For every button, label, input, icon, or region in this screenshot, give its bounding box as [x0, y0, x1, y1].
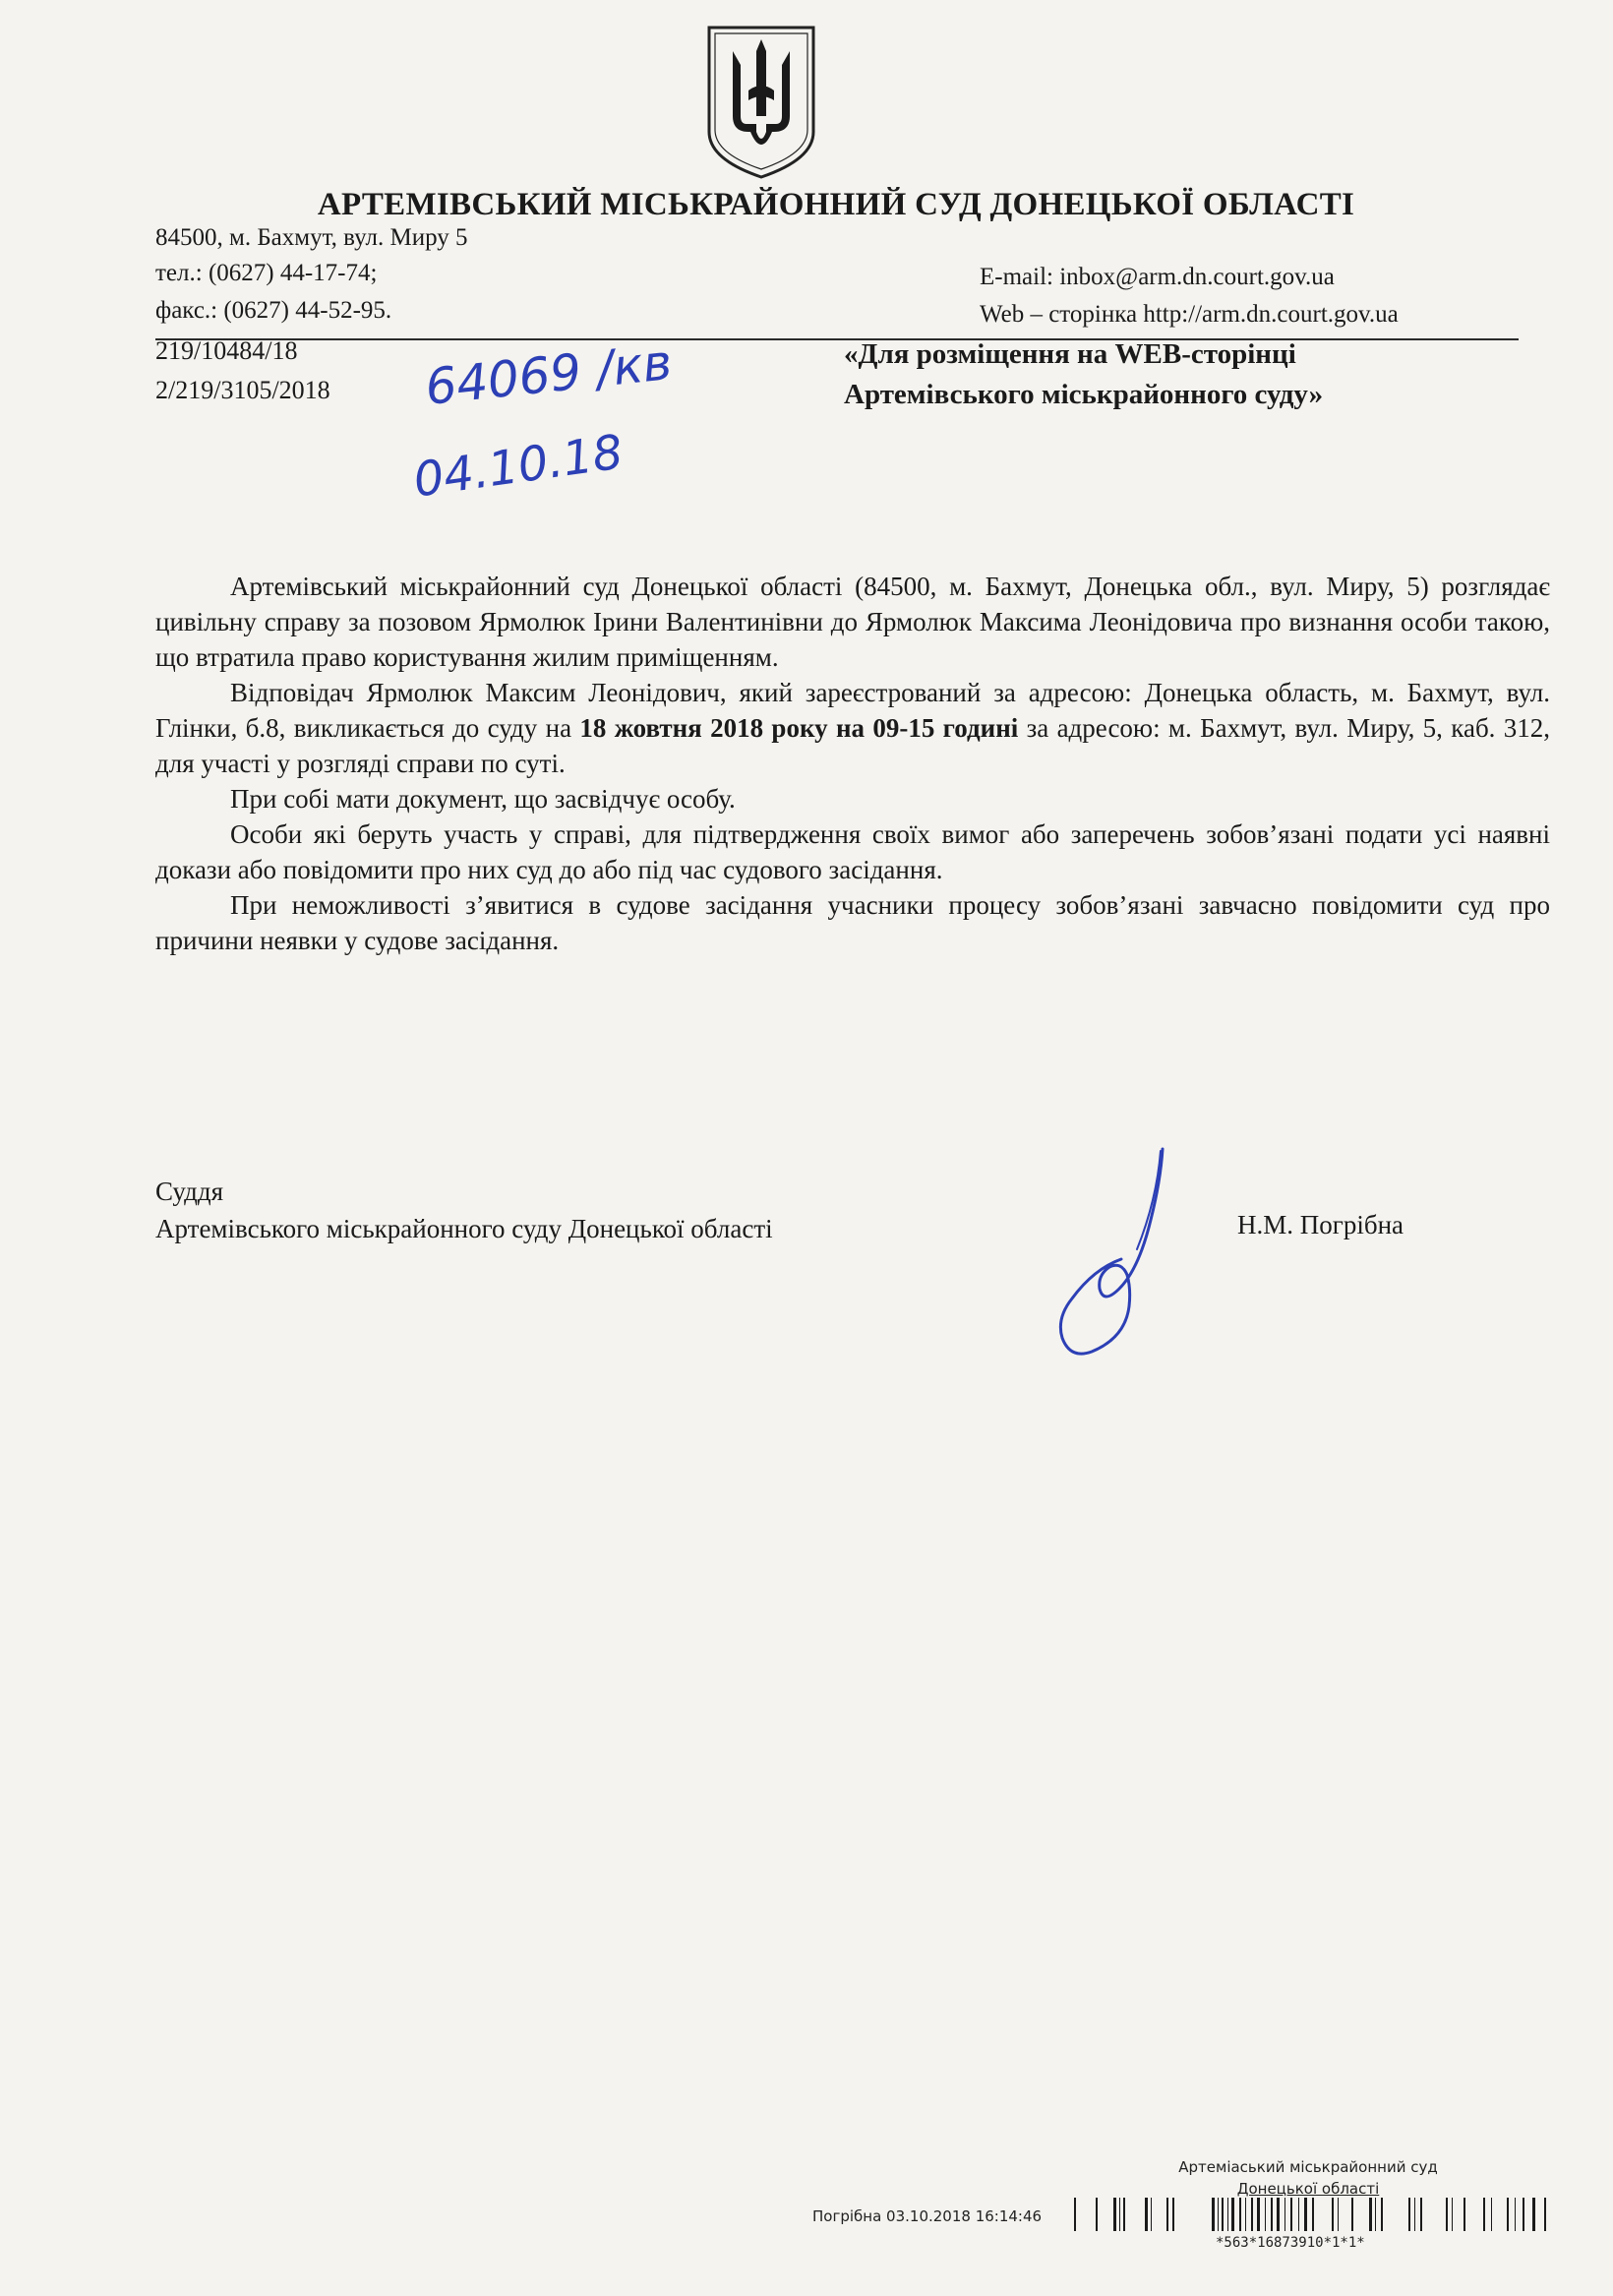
notice-body	[155, 569, 1550, 958]
court-phone: тел.: (0627) 44-17-74;	[155, 260, 378, 286]
judge-court: Артемівського міськрайонного суду Донецької області	[155, 1214, 773, 1243]
court-address: 84500, м. Бахмут, вул. Миру 5	[155, 224, 468, 251]
summons-text-end: за адресою: м. Бахмут, вул. Миру, 5, каб. 312, для участі у розгляді справи по суті.	[155, 713, 1551, 778]
trident-coat-of-arms-icon	[703, 22, 819, 181]
hearing-time: на 09-15 годині	[835, 713, 1019, 743]
barcode-icon	[1074, 2198, 1552, 2231]
paragraph-summons	[155, 675, 1550, 781]
stamp-court-line1: Артеміаський міськрайонний суд	[1178, 2158, 1438, 2176]
judge-name: Н.М. Погрібна	[1237, 1210, 1404, 1239]
barcode-number: *563*16873910*1*1*	[1216, 2235, 1365, 2251]
web-publication-note-line1: «Для розміщення на WEB-сторінці	[844, 338, 1296, 370]
registration-stamp-court	[1141, 2156, 1475, 2200]
paragraph-id-document: При собі мати документ, що засвідчує особу.	[230, 784, 736, 814]
court-name-heading: АРТЕМІВСЬКИЙ МІСЬКРАЙОННИЙ СУД ДОНЕЦЬКОЇ ОБЛАСТІ	[317, 187, 1355, 222]
court-web: Web – сторінка http://arm.dn.court.gov.ua	[980, 301, 1399, 328]
handwritten-registration-number: 64069 /кв	[422, 333, 675, 416]
court-email: E-mail: inbox@arm.dn.court.gov.ua	[980, 264, 1335, 290]
web-publication-note	[844, 334, 1323, 415]
paragraph-case-description: Артемівський міськрайонний суд Донецької області (84500, м. Бахмут, Донецька обл., вул. Миру, 5) розглядає цивільну справу за позовом Ярмолюк Ірини Валентинівни до Ярмолюк Максима Леонідовича про визнання особи такою, що втратила право користування жилим приміщенням.	[155, 572, 1550, 672]
judge-title-block	[155, 1173, 773, 1247]
paragraph-evidence: Особи які беруть участь у справі, для підтвердження своїх вимог або заперечень зобов’язані подати усі наявні докази або повідомити про них суд до або під час судового засідання.	[155, 819, 1550, 884]
stamp-court-line2: Донецької області	[1236, 2180, 1380, 2198]
case-number: 219/10484/18	[155, 336, 298, 365]
handwritten-date: 04.10.18	[410, 424, 627, 509]
registration-stamp-date: Погрібна 03.10.2018 16:14:46	[812, 2207, 1043, 2225]
proceeding-number: 2/219/3105/2018	[155, 376, 330, 404]
summons-text-start: Відповідач Ярмолюк Максим Леонідович, який зареєстрований за адресою: Донецька область, м. Бахмут, вул. Глінки, б.8, викликається до суду на	[155, 678, 1550, 743]
web-publication-note-line2: Артемівського міськрайонного суду»	[844, 379, 1324, 410]
hearing-date: 18 жовтня 2018 року	[579, 713, 828, 743]
summons-text-space	[828, 713, 836, 743]
court-fax: факс.: (0627) 44-52-95.	[155, 297, 392, 324]
paragraph-absence: При неможливості з’явитися в судове засідання учасники процесу зобов’язані завчасно повідомити суд про причини неявки у судове засідання.	[155, 890, 1550, 955]
judge-signature-icon	[1013, 1141, 1220, 1358]
judge-title: Суддя	[155, 1177, 224, 1206]
